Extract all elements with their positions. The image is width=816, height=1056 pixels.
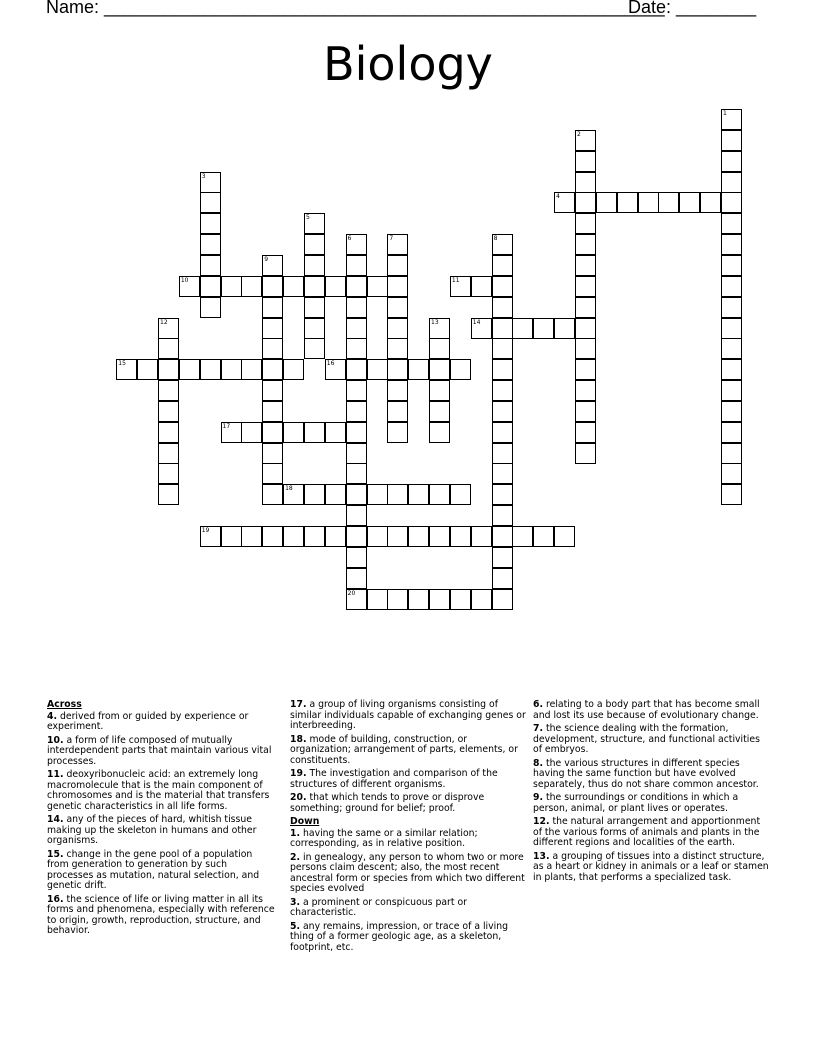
clue-number: 1. (290, 827, 301, 839)
grid-cell[interactable] (241, 526, 262, 547)
grid-cell[interactable] (492, 255, 513, 276)
grid-cell[interactable] (262, 380, 283, 401)
grid-cell[interactable] (346, 568, 367, 589)
clue-number: 12. (533, 816, 550, 827)
clue-number-label: 2 (577, 130, 581, 138)
clue-item (533, 852, 769, 884)
clue-text: any of the pieces of hard, whitish tissue making up the skeleton in humans and other organisms. (47, 814, 257, 846)
grid-cell[interactable] (596, 192, 617, 213)
grid-cell[interactable] (346, 589, 367, 610)
clue-item (47, 770, 275, 812)
grid-cell[interactable] (408, 526, 429, 547)
grid-cell[interactable] (179, 276, 200, 297)
grid-cell[interactable] (387, 422, 408, 443)
grid-cell[interactable] (575, 297, 596, 318)
grid-cell[interactable] (387, 338, 408, 359)
grid-cell[interactable] (429, 422, 450, 443)
grid-cell[interactable] (429, 380, 450, 401)
grid-cell[interactable] (721, 234, 742, 255)
grid-cell[interactable] (492, 422, 513, 443)
grid-cell[interactable] (200, 234, 221, 255)
grid-cell[interactable] (325, 359, 346, 380)
clue-item (47, 815, 275, 847)
clue-number-label: 15 (118, 360, 126, 368)
grid-cell[interactable] (492, 589, 513, 610)
grid-cell[interactable] (158, 422, 179, 443)
grid-cell[interactable] (721, 380, 742, 401)
grid-cell[interactable] (512, 318, 533, 339)
grid-cell[interactable] (283, 276, 304, 297)
grid-cell[interactable] (241, 276, 262, 297)
grid-cell[interactable] (367, 526, 388, 547)
grid-cell[interactable] (512, 526, 533, 547)
clue-item (290, 793, 526, 814)
clue-number: 13. (533, 850, 550, 862)
clue-number: 20. (290, 792, 307, 803)
grid-cell[interactable] (262, 484, 283, 505)
clue-number-label: 19 (201, 527, 210, 534)
grid-cell[interactable] (221, 276, 242, 297)
grid-cell[interactable] (575, 172, 596, 193)
clue-number: 5. (290, 920, 301, 932)
grid-cell[interactable] (575, 255, 596, 276)
clue-number: 6. (533, 699, 544, 710)
grid-cell[interactable] (200, 359, 221, 380)
grid-cell[interactable] (367, 589, 388, 610)
grid-cell[interactable] (575, 151, 596, 172)
grid-cell[interactable] (721, 338, 742, 359)
grid-cell[interactable] (492, 338, 513, 359)
clue-item (533, 793, 769, 814)
clue-item (290, 700, 526, 732)
grid-cell[interactable] (221, 359, 242, 380)
grid-cell[interactable] (346, 463, 367, 484)
grid-cell[interactable] (492, 380, 513, 401)
clue-text: in genealogy, any person to whom two or more persons claim descent; also, the most recent ancestral form or species from which two different species evolved (290, 851, 525, 894)
clue-text: that which tends to prove or disprove something; ground for belief; proof. (290, 792, 485, 814)
clue-text: any remains, impression, or trace of a living thing of a former geologic age, as a skeleton, footprint, etc. (290, 920, 509, 953)
clue-number-label: 7 (389, 235, 394, 243)
grid-cell[interactable] (304, 422, 325, 443)
clue-number-label: 4 (556, 193, 560, 201)
grid-cell[interactable] (450, 276, 471, 297)
grid-cell[interactable] (241, 422, 262, 443)
grid-cell[interactable] (137, 359, 158, 380)
grid-cell[interactable] (304, 526, 325, 547)
clue-item (533, 759, 769, 791)
grid-cell[interactable] (367, 359, 388, 380)
grid-cell[interactable] (721, 255, 742, 276)
grid-cell[interactable] (492, 401, 513, 422)
across-heading: Across (47, 699, 82, 710)
clue-number: 16. (47, 893, 64, 905)
grid-cell[interactable] (200, 172, 221, 193)
grid-cell[interactable] (700, 192, 721, 213)
clue-item (47, 895, 275, 937)
grid-cell[interactable] (387, 255, 408, 276)
grid-cell[interactable] (575, 276, 596, 297)
grid-cell[interactable] (575, 192, 596, 213)
grid-cell[interactable] (346, 234, 367, 255)
grid-cell[interactable] (304, 255, 325, 276)
grid-cell[interactable] (721, 213, 742, 234)
grid-cell[interactable] (450, 526, 471, 547)
clue-number: 11. (47, 769, 64, 780)
clue-text: the various structures in different species having the same function but have evolved separately, thus do not share common ancestor. (533, 757, 759, 790)
grid-cell[interactable] (304, 338, 325, 359)
grid-cell[interactable] (575, 213, 596, 234)
grid-cell[interactable] (575, 130, 596, 151)
grid-cell[interactable] (492, 526, 513, 547)
clue-item (47, 736, 275, 768)
grid-cell[interactable] (492, 297, 513, 318)
grid-cell[interactable] (304, 297, 325, 318)
grid-cell[interactable] (492, 505, 513, 526)
clue-text: derived from or guided by experience or experiment. (47, 710, 249, 732)
grid-cell[interactable] (554, 192, 575, 213)
date-field: Date: ________ (628, 0, 757, 17)
grid-cell[interactable] (429, 359, 450, 380)
grid-cell[interactable] (721, 443, 742, 464)
grid-cell[interactable] (367, 276, 388, 297)
grid-cell[interactable] (283, 526, 304, 547)
grid-cell[interactable] (262, 526, 283, 547)
down-heading: Down (290, 816, 320, 827)
clue-number: 7. (533, 723, 544, 734)
grid-cell[interactable] (158, 443, 179, 464)
grid-cell[interactable] (262, 359, 283, 380)
clue-number-label: 10 (180, 276, 189, 284)
grid-cell[interactable] (450, 589, 471, 610)
grid-cell[interactable] (346, 255, 367, 276)
grid-cell[interactable] (533, 526, 554, 547)
clue-number-label: 17 (222, 422, 231, 430)
grid-cell[interactable] (200, 192, 221, 213)
grid-cell[interactable] (262, 297, 283, 318)
clue-text: a prominent or conspicuous part or characteristic. (290, 896, 467, 918)
clue-item (290, 735, 526, 767)
grid-cell[interactable] (158, 338, 179, 359)
grid-cell[interactable] (262, 318, 283, 339)
grid-cell[interactable] (492, 463, 513, 484)
clue-text: a form of life composed of mutually interdependent parts that maintain various vital processes. (47, 734, 272, 767)
grid-cell[interactable] (200, 213, 221, 234)
clue-number-label: 1 (722, 110, 727, 117)
grid-cell[interactable] (492, 234, 513, 255)
clue-text: change in the gene pool of a population from generation to generation by such processes as mutation, natural selection, and genetic drift. (47, 848, 260, 891)
clue-number: 3. (290, 896, 301, 908)
grid-cell[interactable] (575, 401, 596, 422)
grid-cell[interactable] (408, 589, 429, 610)
clue-item (290, 922, 526, 954)
grid-cell[interactable] (658, 192, 679, 213)
grid-cell[interactable] (221, 526, 242, 547)
grid-cell[interactable] (408, 359, 429, 380)
clue-number-label: 6 (347, 235, 352, 243)
grid-cell[interactable] (429, 318, 450, 339)
clue-item (533, 724, 769, 756)
grid-cell[interactable] (304, 318, 325, 339)
grid-cell[interactable] (429, 589, 450, 610)
grid-cell[interactable] (158, 401, 179, 422)
grid-cell[interactable] (387, 318, 408, 339)
grid-cell[interactable] (387, 589, 408, 610)
clue-item (290, 853, 526, 895)
grid-cell[interactable] (429, 526, 450, 547)
clue-number-label: 3 (201, 172, 206, 180)
grid-cell[interactable] (617, 192, 638, 213)
grid-cell[interactable] (158, 380, 179, 401)
clue-number-label: 18 (285, 485, 293, 493)
clue-number: 4. (47, 710, 58, 722)
grid-cell[interactable] (429, 484, 450, 505)
grid-cell[interactable] (346, 401, 367, 422)
grid-cell[interactable] (262, 443, 283, 464)
grid-cell[interactable] (346, 547, 367, 568)
grid-cell[interactable] (325, 526, 346, 547)
grid-cell[interactable] (721, 276, 742, 297)
clue-number-label: 20 (347, 589, 356, 597)
name-field: Name: ________________________________________________________ (46, 0, 665, 17)
grid-cell[interactable] (721, 401, 742, 422)
grid-cell[interactable] (304, 276, 325, 297)
grid-cell[interactable] (346, 422, 367, 443)
grid-cell[interactable] (158, 484, 179, 505)
grid-cell[interactable] (450, 484, 471, 505)
grid-cell[interactable] (575, 443, 596, 464)
grid-cell[interactable] (575, 380, 596, 401)
clue-number: 15. (47, 848, 64, 860)
clue-number-label: 14 (472, 318, 481, 326)
grid-cell[interactable] (721, 422, 742, 443)
grid-cell[interactable] (721, 484, 742, 505)
clue-text: the surroundings or conditions in which a person, animal, or plant lives or operates. (533, 792, 739, 814)
clue-number-label: 12 (160, 318, 168, 326)
clue-item (533, 817, 769, 849)
grid-cell[interactable] (575, 359, 596, 380)
grid-cell[interactable] (367, 484, 388, 505)
grid-cell[interactable] (721, 109, 742, 130)
grid-cell[interactable] (492, 276, 513, 297)
clue-number: 18. (290, 733, 307, 745)
grid-cell[interactable] (450, 359, 471, 380)
grid-cell[interactable] (554, 526, 575, 547)
grid-cell[interactable] (721, 359, 742, 380)
clue-column-2 (290, 700, 526, 956)
grid-cell[interactable] (262, 338, 283, 359)
grid-cell[interactable] (492, 359, 513, 380)
grid-cell[interactable] (721, 192, 742, 213)
grid-cell[interactable] (262, 276, 283, 297)
clue-text: a group of living organisms consisting of similar individuals capable of exchanging genes or interbreeding. (290, 699, 526, 731)
grid-cell[interactable] (325, 276, 346, 297)
grid-cell[interactable] (471, 526, 492, 547)
grid-cell[interactable] (492, 568, 513, 589)
clue-text: deoxyribonucleic acid: an extremely long macromolecule that is the main component of chromosomes and is the material that transfers genetic characteristics in all life forms. (47, 769, 270, 812)
grid-cell[interactable] (721, 172, 742, 193)
grid-cell[interactable] (346, 505, 367, 526)
grid-cell[interactable] (387, 234, 408, 255)
clue-number: 14. (47, 814, 64, 825)
grid-cell[interactable] (262, 401, 283, 422)
grid-cell[interactable] (408, 484, 429, 505)
clue-item (290, 829, 526, 850)
grid-cell[interactable] (158, 463, 179, 484)
clue-number: 10. (47, 734, 64, 746)
clue-column-3 (533, 700, 769, 886)
grid-cell[interactable] (429, 338, 450, 359)
clue-item (533, 700, 769, 721)
grid-cell[interactable] (304, 234, 325, 255)
grid-cell[interactable] (575, 234, 596, 255)
grid-cell[interactable] (346, 443, 367, 464)
clue-number: 8. (533, 757, 544, 769)
clue-text: relating to a body part that has become small and lost its use because of evolutionary change. (533, 699, 760, 721)
grid-cell[interactable] (387, 380, 408, 401)
grid-cell[interactable] (304, 213, 325, 234)
grid-cell[interactable] (346, 526, 367, 547)
clue-text: a grouping of tissues into a distinct structure, as a heart or kidney in animals or a leaf or stamen in plants, that performs a specialized task. (533, 850, 769, 883)
grid-cell[interactable] (533, 318, 554, 339)
grid-cell[interactable] (387, 401, 408, 422)
grid-cell[interactable] (262, 422, 283, 443)
grid-cell[interactable] (116, 359, 137, 380)
grid-cell[interactable] (283, 484, 304, 505)
clue-text: the science of life or living matter in all its forms and phenomena, especially with reference to origin, growth, reproduction, structure, and behavior. (47, 893, 275, 936)
grid-cell[interactable] (721, 463, 742, 484)
grid-cell[interactable] (721, 318, 742, 339)
grid-cell[interactable] (575, 422, 596, 443)
clue-text: the science dealing with the formation, development, structure, and functional activities of embryos. (533, 723, 760, 755)
grid-cell[interactable] (638, 192, 659, 213)
grid-cell[interactable] (283, 422, 304, 443)
grid-cell[interactable] (200, 297, 221, 318)
grid-cell[interactable] (200, 526, 221, 547)
grid-cell[interactable] (200, 255, 221, 276)
grid-cell[interactable] (575, 318, 596, 339)
clue-item (290, 898, 526, 919)
grid-cell[interactable] (721, 297, 742, 318)
grid-cell[interactable] (325, 484, 346, 505)
clue-number: 17. (290, 699, 307, 710)
clue-item (290, 769, 526, 790)
grid-cell[interactable] (471, 589, 492, 610)
clue-number-label: 5 (305, 214, 310, 222)
grid-cell[interactable] (554, 318, 575, 339)
clue-number-label: 11 (451, 276, 460, 284)
grid-cell[interactable] (492, 484, 513, 505)
grid-cell[interactable] (262, 463, 283, 484)
page-title: Biology (323, 37, 493, 91)
grid-cell[interactable] (387, 526, 408, 547)
grid-cell[interactable] (346, 338, 367, 359)
grid-cell[interactable] (471, 276, 492, 297)
clue-column-1 (47, 700, 275, 940)
grid-cell[interactable] (575, 338, 596, 359)
clue-text: mode of building, construction, or organization; arrangement of parts, elements, or constituents. (290, 733, 518, 766)
clue-number-label: 16 (326, 360, 335, 368)
clue-number: 19. (290, 768, 307, 779)
grid-cell[interactable] (262, 255, 283, 276)
grid-cell[interactable] (492, 443, 513, 464)
grid-cell[interactable] (346, 359, 367, 380)
grid-cell[interactable] (346, 297, 367, 318)
grid-cell[interactable] (200, 276, 221, 297)
grid-cell[interactable] (387, 297, 408, 318)
grid-cell[interactable] (721, 130, 742, 151)
grid-cell[interactable] (492, 318, 513, 339)
grid-cell[interactable] (492, 547, 513, 568)
grid-cell[interactable] (325, 422, 346, 443)
grid-cell[interactable] (304, 484, 325, 505)
clue-text: having the same or a similar relation; corresponding, as in relative position. (290, 827, 478, 849)
grid-cell[interactable] (679, 192, 700, 213)
clue-number-label: 9 (264, 255, 269, 263)
clue-number: 2. (290, 851, 301, 863)
grid-cell[interactable] (429, 401, 450, 422)
grid-cell[interactable] (179, 359, 200, 380)
grid-cell[interactable] (721, 151, 742, 172)
clue-number-label: 13 (431, 318, 439, 326)
grid-cell[interactable] (346, 484, 367, 505)
clue-number: 9. (533, 792, 544, 803)
clue-item (47, 850, 275, 892)
grid-cell[interactable] (387, 276, 408, 297)
clue-item (47, 712, 275, 733)
grid-cell[interactable] (387, 359, 408, 380)
grid-cell[interactable] (471, 318, 492, 339)
grid-cell[interactable] (387, 484, 408, 505)
grid-cell[interactable] (158, 359, 179, 380)
grid-cell[interactable] (346, 318, 367, 339)
grid-cell[interactable] (283, 359, 304, 380)
grid-cell[interactable] (346, 276, 367, 297)
grid-cell[interactable] (221, 422, 242, 443)
grid-cell[interactable] (346, 380, 367, 401)
clue-number-label: 8 (493, 235, 498, 243)
grid-cell[interactable] (241, 359, 262, 380)
clue-text: The investigation and comparison of the structures of different organisms. (290, 768, 498, 790)
grid-cell[interactable] (158, 318, 179, 339)
clue-text: the natural arrangement and apportionment of the various forms of animals and plants in the different regions and localities of the earth. (533, 816, 761, 848)
